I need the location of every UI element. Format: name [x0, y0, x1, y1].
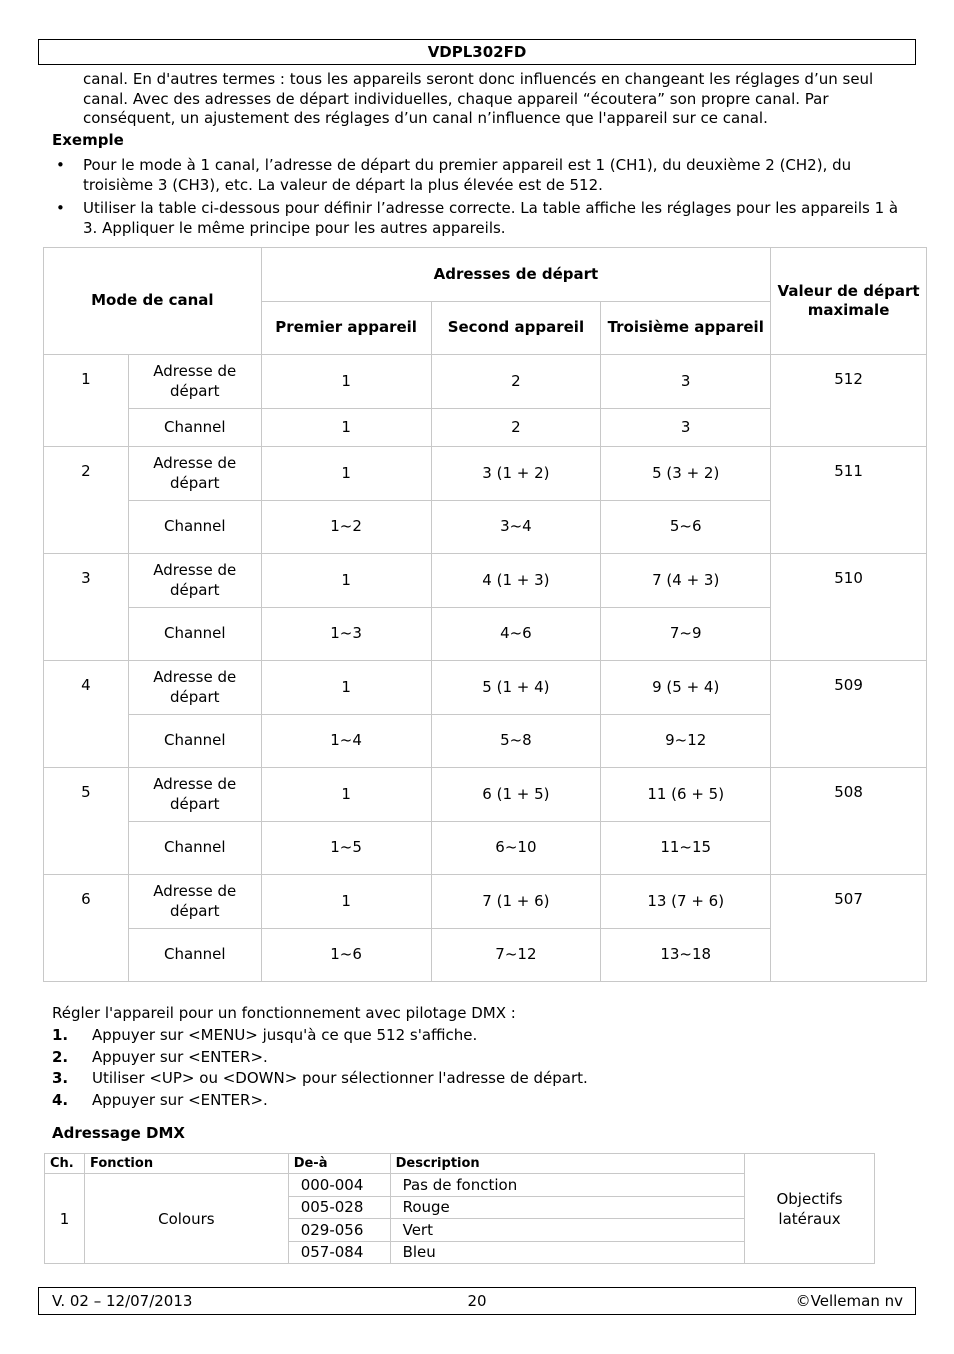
- third-unit-channels: 9~12: [601, 715, 771, 768]
- bullet-dot: •: [56, 199, 65, 217]
- second-unit-channels: 6~10: [431, 822, 601, 875]
- page-number: 20: [467, 1292, 487, 1310]
- row-label-channel: Channel: [128, 608, 261, 661]
- second-unit-address: 2: [431, 355, 601, 409]
- first-unit-channels: 1~5: [261, 822, 431, 875]
- first-unit-channels: 1: [261, 409, 431, 447]
- step-text: Appuyer sur <MENU> jusqu'à ce que 512 s'affiche.: [92, 1026, 478, 1044]
- address-table-body: [44, 355, 927, 982]
- third-unit-channels: 11~15: [601, 822, 771, 875]
- header-ch: Ch.: [45, 1154, 85, 1174]
- second-unit-channels: 2: [431, 409, 601, 447]
- row-label-channel: Channel: [128, 501, 261, 554]
- third-unit-address: 7 (4 + 3): [601, 554, 771, 608]
- step-text: Appuyer sur <ENTER>.: [92, 1048, 268, 1066]
- third-unit-address: 13 (7 + 6): [601, 875, 771, 929]
- version-date: V. 02 – 12/07/2013: [52, 1292, 193, 1310]
- row-label-channel: Channel: [128, 409, 261, 447]
- max-start-value: 507: [771, 875, 927, 982]
- header-max-value: Valeur de départ maximale: [771, 248, 927, 355]
- second-unit-address: 6 (1 + 5): [431, 768, 601, 822]
- copyright: ©Velleman nv: [795, 1292, 903, 1310]
- mode-number: 3: [44, 554, 129, 661]
- second-unit-channels: 3~4: [431, 501, 601, 554]
- range-cell: 000-004: [288, 1174, 390, 1197]
- third-unit-address: 3: [601, 355, 771, 409]
- row-label-channel: Channel: [128, 929, 261, 982]
- description-cell: Vert: [390, 1219, 744, 1242]
- max-start-value: 510: [771, 554, 927, 661]
- intro-paragraph: canal. En d'autres termes : tous les appareils seront donc influencés en changeant les réglages d’un seul canal. Avec des adresses de départ individuelles, chaque appareil “écoutera” son propre canal. Par conséquent, un ajustement des réglages d’un canal n’influence que l'appareil sur ce canal.: [83, 70, 874, 127]
- bullet-dot: •: [56, 156, 65, 174]
- step-number: 1.: [52, 1026, 69, 1044]
- start-address-row: [44, 768, 927, 822]
- row-label-address: Adresse de départ: [128, 768, 261, 822]
- first-unit-address: 1: [261, 554, 431, 608]
- description-cell: Pas de fonction: [390, 1174, 744, 1197]
- bullet-text: Pour le mode à 1 canal, l’adresse de départ du premier appareil est 1 (CH1), du deuxième 2 (CH2), du troisième 3 (CH3), etc. La valeur de départ la plus élevée est de 512.: [83, 156, 852, 194]
- row-label-channel: Channel: [128, 822, 261, 875]
- start-address-row: [44, 554, 927, 608]
- second-unit-channels: 4~6: [431, 608, 601, 661]
- row-label-address: Adresse de départ: [128, 447, 261, 501]
- header-start-addresses: Adresses de départ: [261, 248, 770, 302]
- mode-number: 2: [44, 447, 129, 554]
- header-second-unit: Second appareil: [431, 302, 601, 355]
- start-address-row: [44, 355, 927, 409]
- third-unit-address: 9 (5 + 4): [601, 661, 771, 715]
- first-unit-channels: 1~2: [261, 501, 431, 554]
- first-unit-address: 1: [261, 447, 431, 501]
- row-label-address: Adresse de départ: [128, 661, 261, 715]
- remark-cell: Objectifs latéraux: [745, 1154, 875, 1264]
- dmx-table: [44, 1153, 875, 1264]
- document-footer: [38, 1287, 916, 1315]
- max-start-value: 511: [771, 447, 927, 554]
- second-unit-address: 7 (1 + 6): [431, 875, 601, 929]
- first-unit-channels: 1~6: [261, 929, 431, 982]
- step-number: 3.: [52, 1069, 69, 1087]
- step-number: 4.: [52, 1091, 69, 1109]
- max-start-value: 509: [771, 661, 927, 768]
- third-unit-channels: 7~9: [601, 608, 771, 661]
- example-heading: Exemple: [52, 131, 124, 149]
- first-unit-address: 1: [261, 355, 431, 409]
- row-label-address: Adresse de départ: [128, 875, 261, 929]
- header-range: De-à: [288, 1154, 390, 1174]
- start-address-row: [44, 661, 927, 715]
- document-header: [38, 39, 916, 65]
- third-unit-channels: 5~6: [601, 501, 771, 554]
- bullet-item: [52, 156, 912, 196]
- header-description: Description: [390, 1154, 744, 1174]
- max-start-value: 508: [771, 768, 927, 875]
- second-unit-address: 5 (1 + 4): [431, 661, 601, 715]
- header-first-unit: Premier appareil: [261, 302, 431, 355]
- step-text: Utiliser <UP> ou <DOWN> pour sélectionner l'adresse de départ.: [92, 1069, 588, 1087]
- row-label-channel: Channel: [128, 715, 261, 768]
- third-unit-channels: 13~18: [601, 929, 771, 982]
- row-label-address: Adresse de départ: [128, 554, 261, 608]
- function-name: Colours: [84, 1174, 288, 1264]
- step-text: Appuyer sur <ENTER>.: [92, 1091, 268, 1109]
- dmx-setup-intro: Régler l'appareil pour un fonctionnement avec pilotage DMX :: [52, 1004, 516, 1022]
- header-function: Fonction: [84, 1154, 288, 1174]
- bullet-text: Utiliser la table ci-dessous pour définir l’adresse correcte. La table affiche les réglages pour les appareils 1 à 3. Appliquer le même principe pour les autres appareils.: [83, 199, 899, 237]
- start-address-row: [44, 447, 927, 501]
- channel-number: 1: [45, 1174, 85, 1264]
- dmx-heading: Adressage DMX: [52, 1124, 185, 1142]
- start-address-row: [44, 875, 927, 929]
- range-cell: 029-056: [288, 1219, 390, 1242]
- third-unit-address: 11 (6 + 5): [601, 768, 771, 822]
- range-cell: 057-084: [288, 1241, 390, 1264]
- mode-number: 1: [44, 355, 129, 447]
- third-unit-address: 5 (3 + 2): [601, 447, 771, 501]
- second-unit-channels: 5~8: [431, 715, 601, 768]
- start-address-table: [43, 247, 927, 982]
- third-unit-channels: 3: [601, 409, 771, 447]
- max-start-value: 512: [771, 355, 927, 447]
- description-cell: Bleu: [390, 1241, 744, 1264]
- first-unit-channels: 1~3: [261, 608, 431, 661]
- mode-number: 4: [44, 661, 129, 768]
- first-unit-address: 1: [261, 661, 431, 715]
- row-label-address: Adresse de départ: [128, 355, 261, 409]
- header-third-unit: Troisième appareil: [601, 302, 771, 355]
- first-unit-address: 1: [261, 768, 431, 822]
- second-unit-address: 4 (1 + 3): [431, 554, 601, 608]
- mode-number: 6: [44, 875, 129, 982]
- description-cell: Rouge: [390, 1196, 744, 1219]
- header-mode: Mode de canal: [44, 248, 262, 355]
- step-number: 2.: [52, 1048, 69, 1066]
- mode-number: 5: [44, 768, 129, 875]
- second-unit-channels: 7~12: [431, 929, 601, 982]
- model-name: VDPL302FD: [427, 43, 527, 61]
- second-unit-address: 3 (1 + 2): [431, 447, 601, 501]
- bullet-item: [52, 199, 912, 239]
- range-cell: 005-028: [288, 1196, 390, 1219]
- first-unit-channels: 1~4: [261, 715, 431, 768]
- first-unit-address: 1: [261, 875, 431, 929]
